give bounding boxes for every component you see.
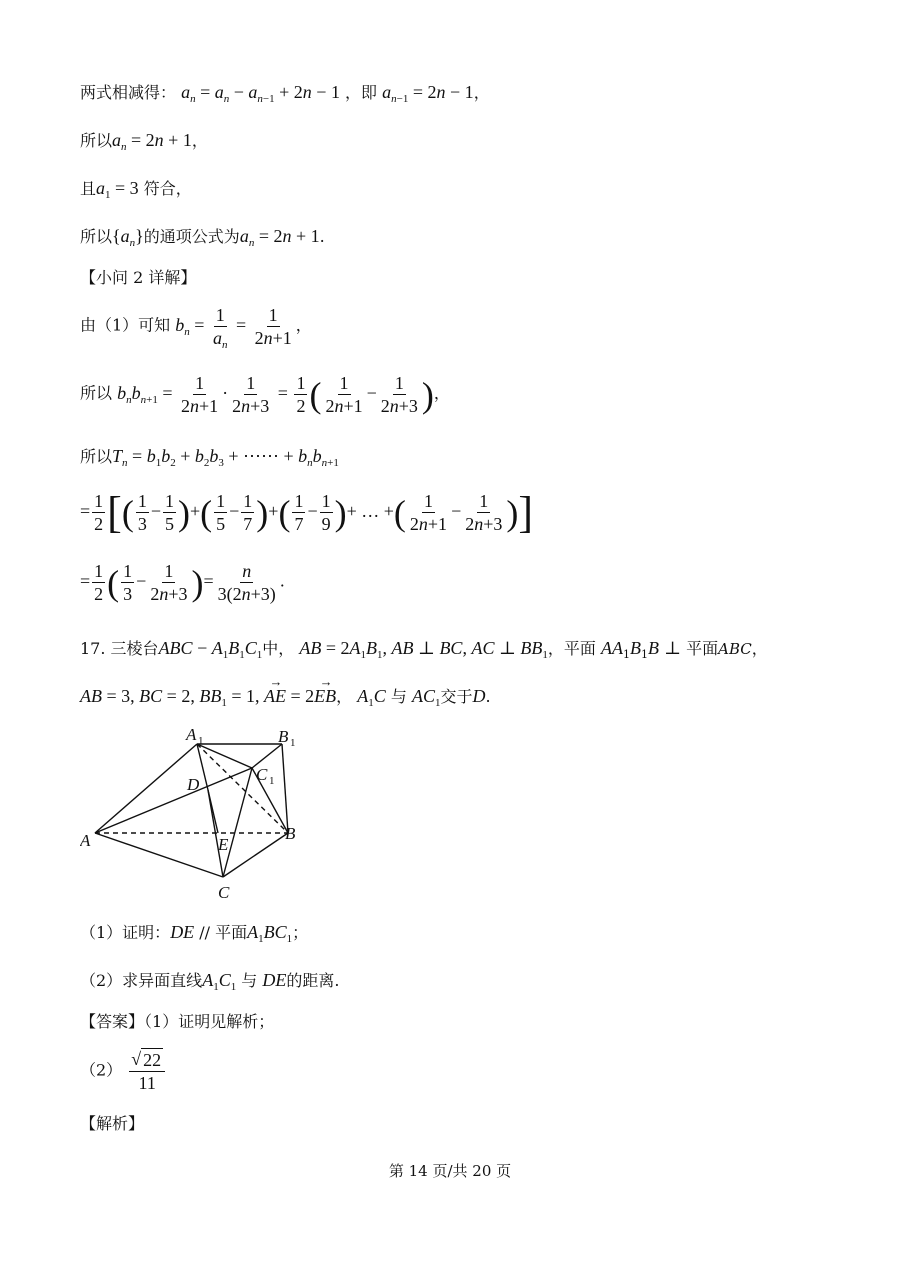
analysis-label: 【解析】 [80, 1114, 145, 1133]
edge-A1A [95, 744, 197, 833]
edge-AC [95, 833, 223, 877]
line-A1B [197, 744, 288, 833]
derivation-line-1: 两式相减得： $a_n = a_n - a_{n-1} + 2n - 1$ ，即 $a_{n-1} = 2n - 1$， [80, 82, 490, 105]
answer-2: （2） √ 22 11 [80, 1048, 167, 1094]
question-1: （1）证明：DE // 平面$A_1BC_1$； [80, 922, 309, 945]
derivation-line-8: 所以$T_n = b_1b_2 + b_2b_3$ + ⋯⋯ + $b_nb_{n+1}$ [80, 446, 339, 469]
svg-text:1: 1 [269, 775, 275, 787]
label-A: A [80, 831, 91, 850]
label-C1: C [256, 765, 268, 784]
svg-text:1: 1 [290, 737, 296, 749]
derivation-line-9: = $\frac{1}{2}$ [( $\frac{1}{3}$ − $\frac{1}{5}$ )+( $\frac{1}{5}$ − $\frac{1}{7}$ )+( $\frac{1}{7}$ − $\frac{1}{9}$ )+ … +( $\frac{1}{2n+1}$ − $\frac{1}{2n+3}$ )] [80, 487, 534, 537]
answer-fraction: √ 22 11 [129, 1048, 165, 1094]
label-C: C [218, 883, 230, 900]
frustum-figure [80, 720, 320, 900]
problem-17-statement: 17. 三棱台ABC − $A_1B_1C_1$中， AB = $2A_1B_1$, AB ⊥ BC, AC ⊥ $BB_1$，平面 $AA_1B_1B$ ⊥ 平面ABC， [80, 638, 768, 661]
equation: $a_n = a_n - a_{n-1} + 2n - 1$ [181, 82, 340, 105]
derivation-line-3: 且$a_1 = 3$ 符合， [80, 178, 192, 201]
label-B: B [285, 824, 296, 843]
derivation-line-10: = $\frac{1}{2}$ ( $\frac{1}{3}$ − $\frac{1}{2n+3}$ )= $\frac{n}{3(2n+3)}$ . [80, 561, 285, 604]
edge-A1C1 [197, 744, 252, 768]
label-B1: B [278, 727, 289, 746]
edge-B1B [282, 744, 288, 833]
answer-1: 【答案】（1）证明见解析； [80, 1012, 275, 1031]
subquestion-heading: 【小问 2 详解】 [80, 268, 197, 287]
page-footer: 第 14 页/共 20 页 [388, 1162, 512, 1180]
label-D: D [187, 775, 200, 794]
line-AC1 [95, 768, 252, 833]
label-E: E [218, 835, 229, 854]
question-2: （2）求异面直线$A_1C_1$ 与 DE的距离. [80, 970, 340, 993]
derivation-line-4: 所以$\{a_n\}$的通项公式为$a_n = 2n + 1$. [80, 226, 325, 249]
svg-text:1: 1 [198, 735, 204, 747]
derivation-line-2: 所以$a_n = 2n + 1$， [80, 130, 208, 153]
problem-17-conditions: AB = 3, BC = 2, $BB_1 = 1$, → AE = 2→ EB， $A_1C$ 与 $AC_1$交于D. [80, 684, 491, 709]
derivation-line-6: 由（1）可知 $b_n$ = $\frac{1}{a_n}$ = $\frac{1}{2n+1}$ ， [80, 305, 312, 351]
label-A1: A [186, 725, 197, 744]
derivation-line-7: 所以 $b_nb_{n+1}$ = $\frac{1}{2n+1}$ · $\frac{1}{2n+3}$ = $\frac{1}{2}$ ( $\frac{1}{2n+1}$ − $\frac{1}{2n+3}$ )， [80, 373, 450, 416]
